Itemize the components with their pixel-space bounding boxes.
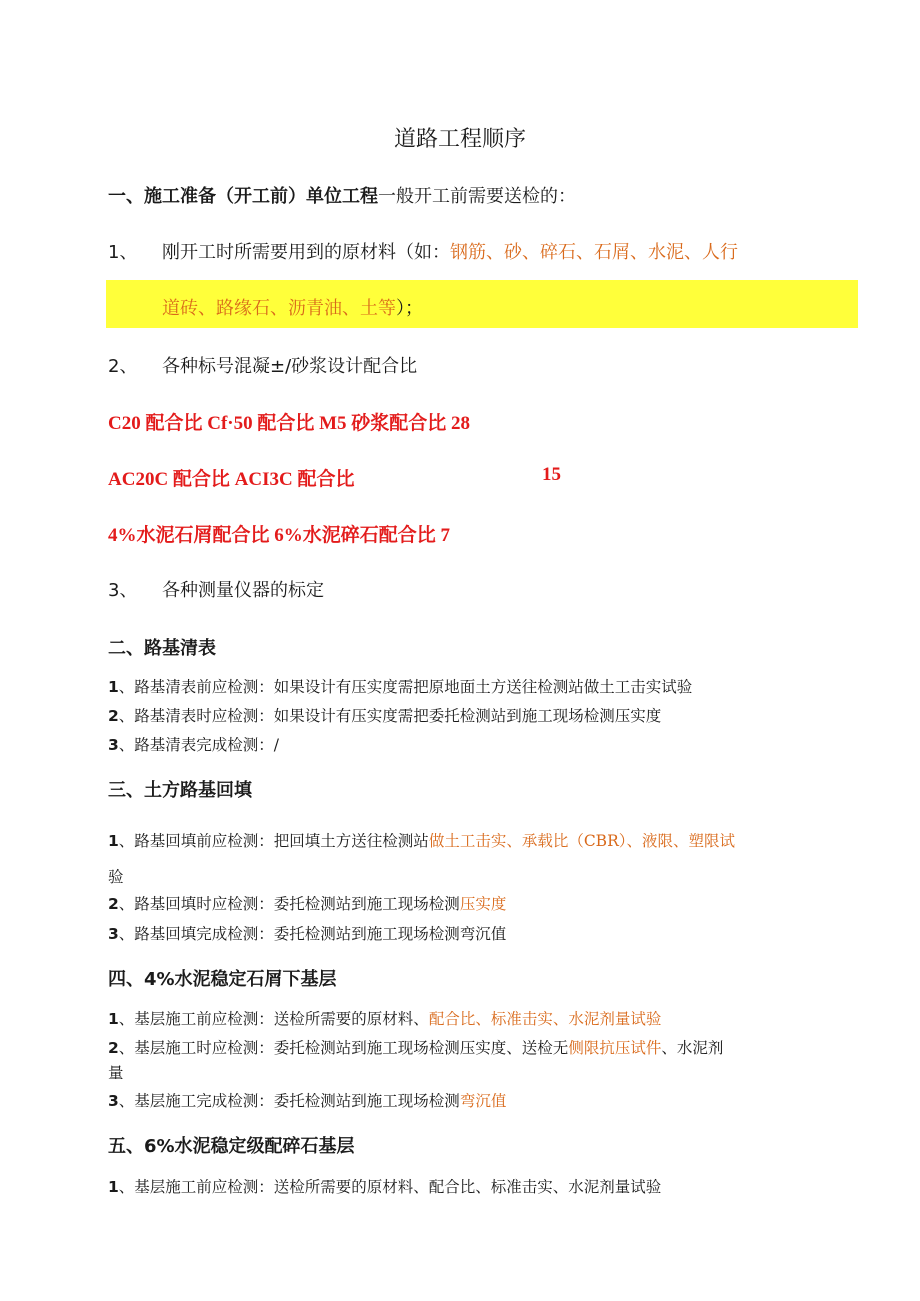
document-title: 道路工程顺序	[393, 127, 526, 152]
mix-ratio-line-2-count: 15	[542, 464, 561, 485]
sec3-item-2-num: 2	[108, 895, 119, 913]
sec4-item-1-tests: 配合比、标准击实、水泥剂量试验	[428, 1010, 662, 1028]
sec3-item-2-compaction: 压实度	[459, 895, 507, 913]
sec2-item-2-text: 、路基清表时应检测：如果设计有压实度需把委托检测站到施工现场检测压实度	[118, 707, 662, 725]
sec2-item-3-text: 、路基清表完成检测：/	[118, 736, 280, 754]
sec2-item-3-num: 3	[108, 736, 119, 754]
section-4-heading: 四、4%水泥稳定石屑下基层	[108, 969, 337, 990]
sec4-item-2-text: 、基层施工时应检测：委托检测站到施工现场检测压实度、送检无	[118, 1039, 569, 1057]
sec2-item-2	[108, 704, 661, 726]
sec4-item-3-text: 、基层施工完成检测：委托检测站到施工现场检测	[118, 1092, 460, 1110]
sec1-item1-line2	[162, 294, 423, 320]
sec2-item-1-num: 1	[108, 678, 119, 696]
section-1-heading-bold: 一、施工准备（开工前）单位工程	[108, 186, 378, 207]
sec2-item-2-num: 2	[108, 707, 119, 725]
mix-ratio-line-1: C20 配合比 Cf·50 配合比 M5 砂浆配合比 28	[108, 413, 471, 434]
sec3-item-1-text: 、路基回填前应检测：把回填土方送往检测站	[118, 832, 429, 850]
sec4-item-1-num: 1	[108, 1010, 119, 1028]
sec1-item2-text: 各种标号混凝±/砂浆设计配合比	[162, 356, 418, 377]
sec4-item-3-deflection: 弯沉值	[459, 1092, 507, 1110]
sec3-item-3-num: 3	[108, 925, 119, 943]
sec5-item-1-text: 、基层施工前应检测：送检所需要的原材料、配合比、标准击实、水泥剂量试验	[118, 1178, 662, 1196]
mix-ratio-line-2: AC20C 配合比 ACI3C 配合比	[108, 469, 355, 490]
sec1-item2-num: 2、	[108, 356, 138, 377]
sec5-item-1-num: 1	[108, 1178, 119, 1196]
sec1-item1-num: 1、	[108, 242, 138, 263]
sec3-item-3	[108, 922, 506, 944]
sec3-item-1-wrap: 验	[108, 868, 124, 886]
sec4-item-2-tail: 、水泥剂	[661, 1039, 724, 1057]
sec3-item-2-text: 、路基回填时应检测：委托检测站到施工现场检测	[118, 895, 460, 913]
sec3-item-3-text: 、路基回填完成检测：委托检测站到施工现场检测弯沉值	[118, 925, 507, 943]
sec3-item-1-tests: 做土工击实、承载比（CBR）、液限、塑限试	[428, 832, 735, 850]
sec1-item1-prefix: 刚开工时所需要用到的原材料（如：	[162, 242, 450, 263]
sec4-item-2	[108, 1036, 723, 1058]
sec4-item-2-specimen: 侧限抗压试件	[568, 1039, 662, 1057]
sec1-item3-num: 3、	[108, 580, 138, 601]
section-3-heading: 三、土方路基回填	[108, 780, 252, 801]
sec4-item-2-wrap: 量	[108, 1064, 124, 1082]
sec1-item1-materials-a: 钢筋、砂、碎石、石屑、水泥、人行	[450, 242, 738, 263]
sec1-item1-line1	[162, 238, 738, 264]
sec4-item-1-text: 、基层施工前应检测：送检所需要的原材料、	[118, 1010, 429, 1028]
sec5-item-1	[108, 1175, 661, 1197]
sec3-item-1	[108, 829, 735, 851]
sec3-item-2	[108, 892, 506, 914]
sec3-item-1-num: 1	[108, 832, 119, 850]
sec2-item-1	[108, 675, 692, 697]
sec1-item1-suffix: ）；	[396, 298, 423, 319]
section-1-heading-rest: 一般开工前需要送检的：	[378, 186, 576, 207]
section-1-heading	[108, 182, 576, 208]
mix-ratio-line-3: 4%水泥石屑配合比 6%水泥碎石配合比 7	[108, 525, 451, 546]
sec2-item-1-text: 、路基清表前应检测：如果设计有压实度需把原地面土方送往检测站做土工击实试验	[118, 678, 693, 696]
sec4-item-1	[108, 1007, 661, 1029]
sec1-item1-materials-b: 道砖、路缘石、沥青油、土等	[162, 298, 396, 319]
sec4-item-3	[108, 1089, 506, 1111]
sec4-item-3-num: 3	[108, 1092, 119, 1110]
sec1-item3-text: 各种测量仪器的标定	[162, 580, 324, 601]
sec4-item-2-num: 2	[108, 1039, 119, 1057]
section-2-heading: 二、路基清表	[108, 638, 216, 659]
section-5-heading: 五、6%水泥稳定级配碎石基层	[108, 1136, 355, 1157]
sec2-item-3	[108, 733, 279, 755]
